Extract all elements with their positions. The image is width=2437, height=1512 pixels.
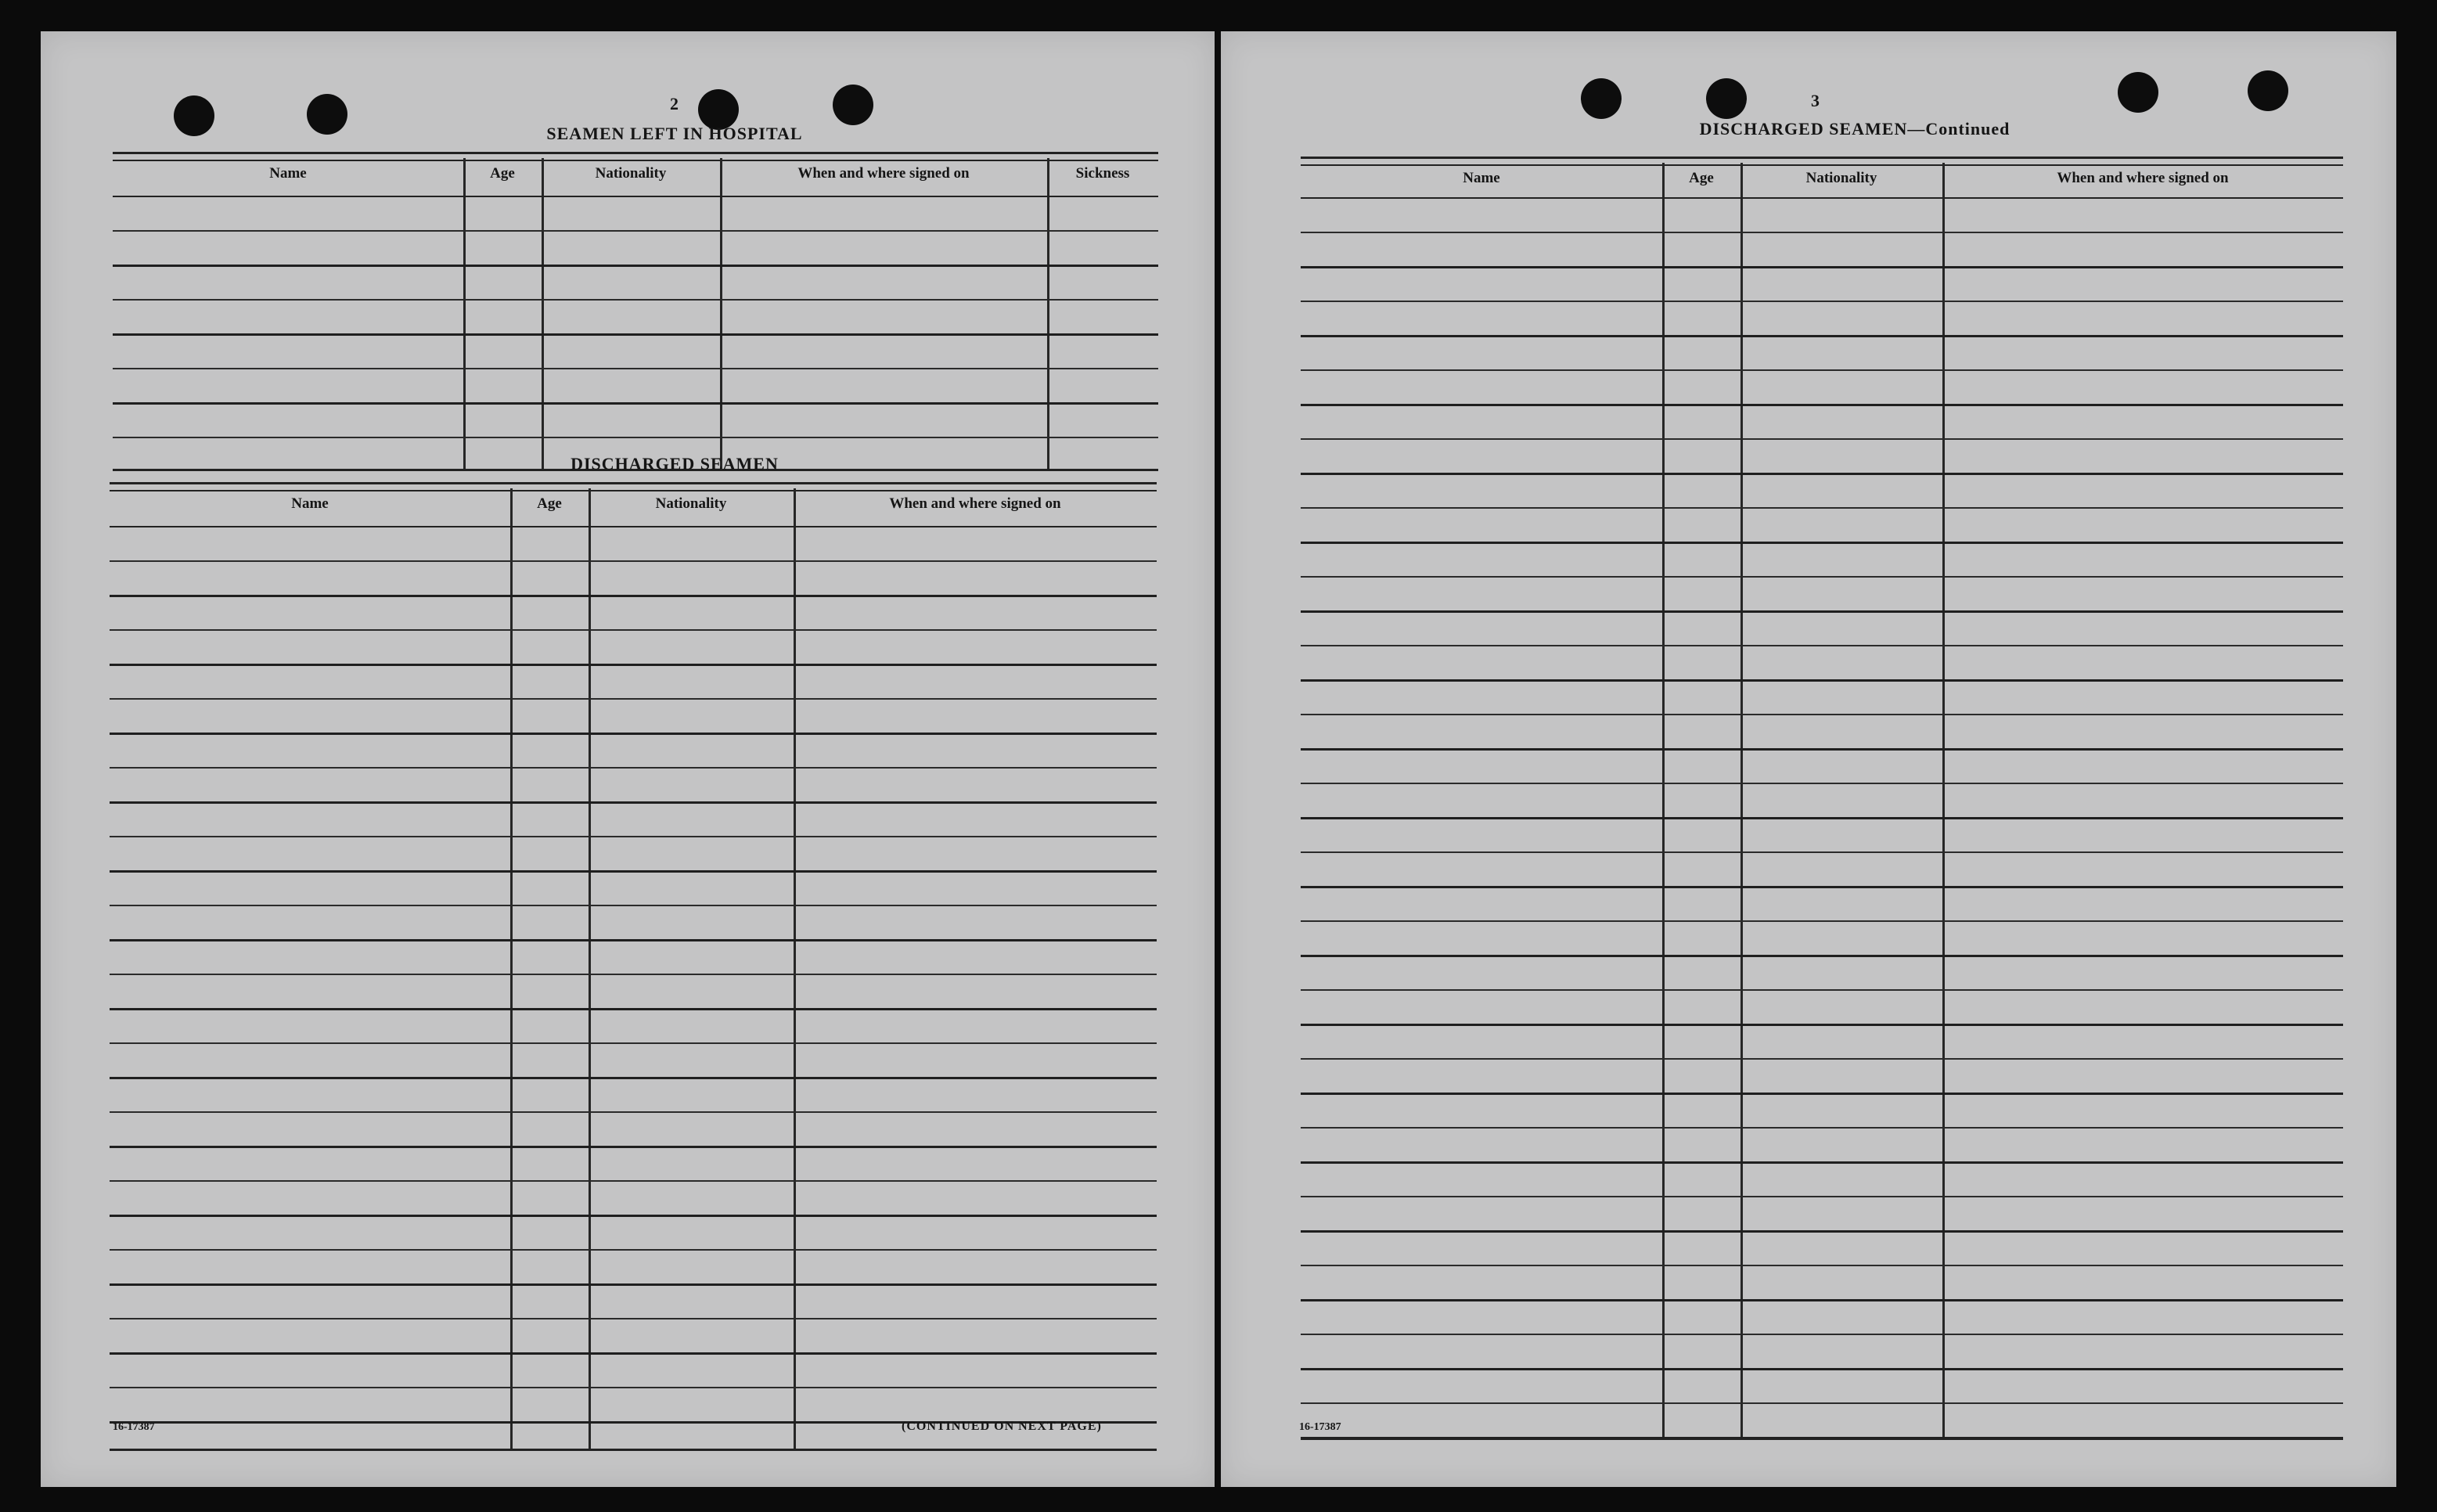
page-number: 3 <box>1811 91 1820 110</box>
entry-line <box>110 595 1157 597</box>
column-rule <box>1047 158 1049 471</box>
entry-line <box>110 1146 1157 1148</box>
column-header: Nationality <box>1805 170 1877 186</box>
column-header: When and where signed on <box>889 495 1061 512</box>
entry-line <box>1301 438 2343 440</box>
entry-line <box>110 1249 1157 1251</box>
entry-line <box>110 698 1157 700</box>
entry-line <box>110 870 1157 873</box>
entry-line <box>1301 679 2343 682</box>
entry-line <box>1301 1161 2343 1164</box>
entry-line <box>110 836 1157 837</box>
entry-line <box>1301 576 2343 578</box>
table-bottom-rule <box>1301 1438 2343 1440</box>
hospital-section-title: SEAMEN LEFT IN HOSPITAL <box>546 124 803 143</box>
column-rule <box>794 488 796 1451</box>
entry-line <box>1301 542 2343 544</box>
entry-line <box>1301 301 2343 302</box>
punch-hole <box>174 95 214 136</box>
entry-line <box>1301 1334 2343 1335</box>
entry-line <box>1301 748 2343 751</box>
column-rule <box>1662 163 1665 1440</box>
entry-line <box>113 230 1158 232</box>
double-rule <box>1301 157 2343 166</box>
column-rule <box>720 158 722 471</box>
entry-line <box>1301 1196 2343 1197</box>
discharged-section-title: DISCHARGED SEAMEN <box>571 454 779 473</box>
entry-line <box>1301 955 2343 957</box>
entry-line <box>113 402 1158 405</box>
column-rule <box>463 158 466 471</box>
entry-line <box>1301 851 2343 853</box>
entry-line <box>110 1215 1157 1217</box>
punch-hole <box>2118 72 2158 113</box>
discharged-continued-title: DISCHARGED SEAMEN—Continued <box>1699 119 2010 139</box>
column-header: Nationality <box>595 165 667 182</box>
entry-line <box>1301 1368 2343 1370</box>
entry-line <box>110 733 1157 735</box>
column-rule <box>1942 163 1945 1440</box>
entry-line <box>110 1042 1157 1044</box>
entry-line <box>1301 1299 2343 1301</box>
entry-line <box>1301 920 2343 922</box>
entry-line <box>110 1180 1157 1182</box>
entry-line <box>1301 232 2343 233</box>
entry-line <box>1301 886 2343 888</box>
continued-note: (CONTINUED ON NEXT PAGE) <box>902 1420 1102 1433</box>
entry-line <box>1301 404 2343 406</box>
entry-line <box>110 1111 1157 1113</box>
double-rule <box>113 152 1158 161</box>
left-page <box>41 31 1215 1487</box>
entry-line <box>1301 1127 2343 1129</box>
column-header: Nationality <box>655 495 727 512</box>
entry-line <box>1301 1093 2343 1095</box>
entry-line <box>1301 1024 2343 1026</box>
entry-line <box>113 368 1158 369</box>
entry-line <box>110 1077 1157 1079</box>
column-header: Name <box>269 165 307 182</box>
entry-line <box>110 1318 1157 1319</box>
column-rule <box>589 488 591 1451</box>
header-rule <box>113 196 1158 197</box>
entry-line <box>110 801 1157 804</box>
table-bottom-rule <box>110 1449 1157 1451</box>
column-rule <box>510 488 513 1451</box>
entry-line <box>1301 1402 2343 1404</box>
entry-line <box>110 1387 1157 1388</box>
punch-hole <box>1706 78 1747 119</box>
double-rule <box>110 482 1157 491</box>
entry-line <box>110 1352 1157 1355</box>
entry-line <box>113 265 1158 267</box>
punch-hole <box>307 94 347 135</box>
entry-line <box>110 939 1157 941</box>
entry-line <box>1301 1230 2343 1233</box>
entry-line <box>1301 989 2343 991</box>
entry-line <box>1301 335 2343 337</box>
entry-line <box>110 1283 1157 1286</box>
form-code: 16-17387 <box>1299 1421 1341 1433</box>
entry-line <box>110 905 1157 906</box>
header-rule <box>110 526 1157 527</box>
discharged-continued-table <box>1301 157 2343 1440</box>
entry-line <box>1301 817 2343 819</box>
entry-line <box>110 974 1157 975</box>
column-header: When and where signed on <box>2057 170 2229 186</box>
column-header: When and where signed on <box>797 165 970 182</box>
column-rule <box>542 158 544 471</box>
entry-line <box>110 629 1157 631</box>
entry-line <box>1301 266 2343 268</box>
column-header: Age <box>1689 170 1714 186</box>
entry-line <box>110 560 1157 562</box>
entry-line <box>1301 1058 2343 1060</box>
entry-line <box>113 437 1158 438</box>
entry-line <box>1301 783 2343 784</box>
discharged-table <box>110 482 1157 1451</box>
entry-line <box>1301 645 2343 646</box>
entry-line <box>1301 610 2343 613</box>
hospital-table <box>113 152 1158 471</box>
entry-line <box>1301 473 2343 475</box>
entry-line <box>113 299 1158 301</box>
form-code: 16-17387 <box>113 1421 155 1433</box>
entry-line <box>110 1008 1157 1010</box>
entry-line <box>1301 507 2343 509</box>
column-rule <box>1740 163 1743 1440</box>
entry-line <box>1301 1265 2343 1266</box>
column-header: Age <box>537 495 562 512</box>
entry-line <box>110 767 1157 769</box>
entry-line <box>110 664 1157 666</box>
punch-hole <box>833 85 873 125</box>
header-rule <box>1301 197 2343 199</box>
punch-hole <box>2248 70 2288 111</box>
column-header: Name <box>1463 170 1500 186</box>
entry-line <box>1301 714 2343 715</box>
column-header: Age <box>490 165 515 182</box>
punch-hole <box>1581 78 1622 119</box>
entry-line <box>1301 369 2343 371</box>
entry-line <box>113 333 1158 336</box>
page-number: 2 <box>670 94 679 113</box>
column-header: Sickness <box>1075 165 1130 182</box>
right-page <box>1221 31 2396 1487</box>
column-header: Name <box>291 495 329 512</box>
